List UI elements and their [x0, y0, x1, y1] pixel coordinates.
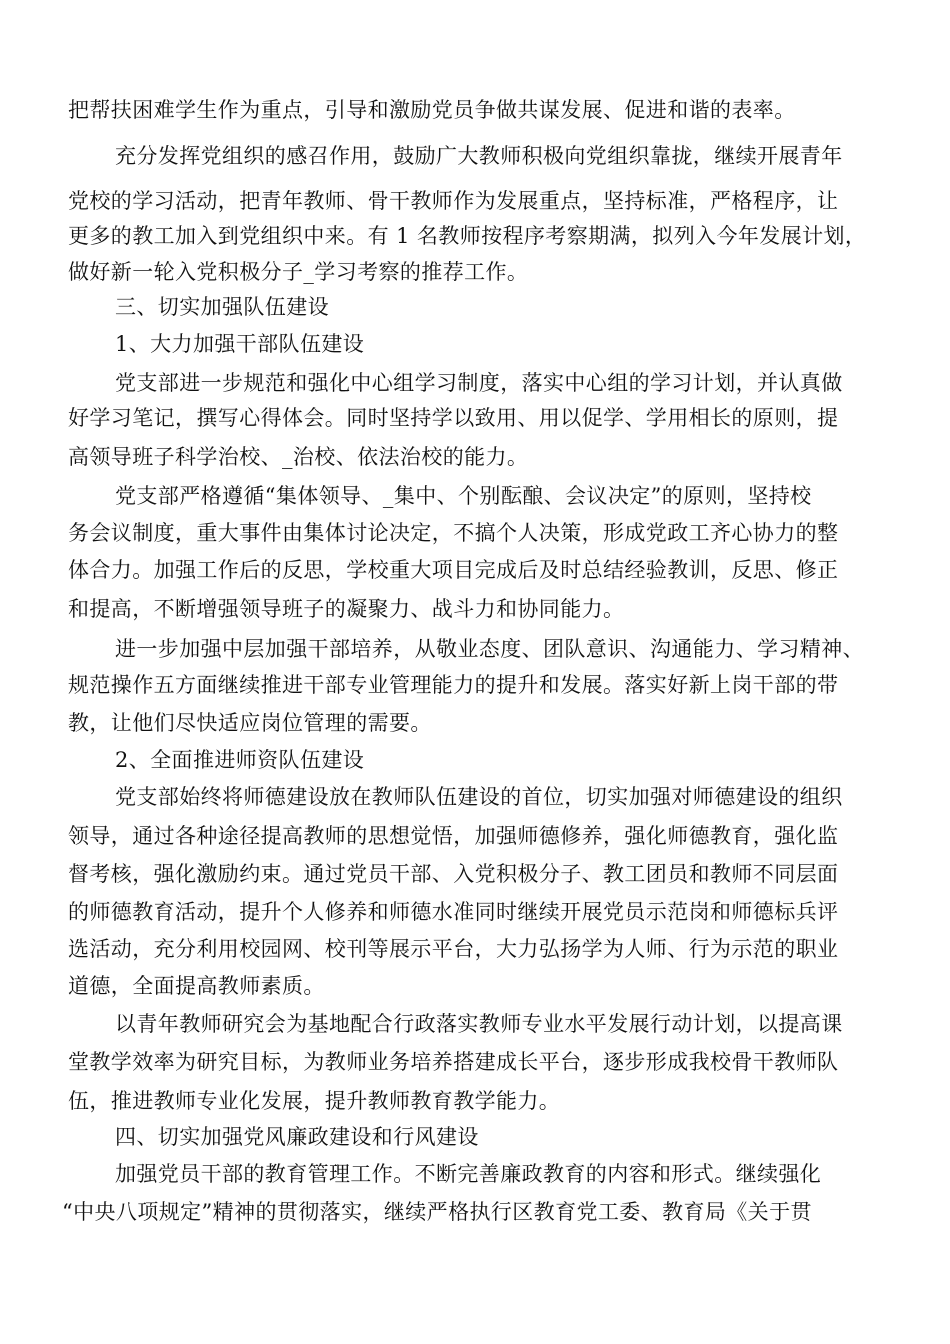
section-heading: 三、切实加强队伍建设	[115, 295, 329, 319]
text-line: 好学习笔记，撰写心得体会。同时坚持学以致用、用以促学、学用相长的原则，提	[68, 406, 839, 430]
paragraph-first-line: 充分发挥党组织的感召作用，鼓励广大教师积极向党组织靠拢，继续开展青年	[115, 144, 843, 168]
paragraph-first-line: 加强党员干部的教育管理工作。不断完善廉政教育的内容和形式。继续强化	[115, 1162, 822, 1186]
text-line: 和提高，不断增强领导班子的凝聚力、战斗力和协同能力。	[68, 597, 625, 621]
paragraph-first-line: 党支部进一步规范和强化中心组学习制度，落实中心组的学习计划，并认真做	[115, 371, 843, 395]
text-line: 高领导班子科学治校、_治校、依法治校的能力。	[68, 445, 529, 469]
text-line: 道德，全面提高教师素质。	[68, 974, 325, 998]
text-line: 规范操作五方面继续推进干部专业管理能力的提升和发展。落实好新上岗干部的带	[68, 673, 839, 697]
text-line: 领导，通过各种途径提高教师的思想觉悟，加强师德修养，强化师德教育，强化监	[68, 824, 839, 848]
subsection-heading: 1、大力加强干部队伍建设	[115, 332, 365, 356]
paragraph-first-line: 党支部严格遵循“集体领导、_集中、个别酝酿、会议决定”的原则，坚持校	[115, 484, 812, 508]
text-line: 督考核，强化激励约束。通过党员干部、入党积极分子、教工团员和教师不同层面	[68, 862, 839, 886]
text-line: 伍，推进教师专业化发展，提升教师教育教学能力。	[68, 1089, 561, 1113]
text-line: 选活动，充分利用校园网、校刊等展示平台，大力弘扬学为人师、行为示范的职业	[68, 937, 839, 961]
paragraph-first-line: 党支部始终将师德建设放在教师队伍建设的首位，切实加强对师德建设的组织	[115, 785, 843, 809]
text-line: 做好新一轮入党积极分子_学习考察的推荐工作。	[68, 260, 529, 284]
text-line: 党校的学习活动，把青年教师、骨干教师作为发展重点，坚持标准，严格程序，让	[68, 189, 839, 213]
text-line: 堂教学效率为研究目标，为教师业务培养搭建成长平台，逐步形成我校骨干教师队	[68, 1050, 839, 1074]
text-line: 把帮扶困难学生作为重点，引导和激励党员争做共谋发展、促进和谐的表率。	[68, 98, 796, 122]
text-line: 务会议制度，重大事件由集体讨论决定，不搞个人决策，形成党政工齐心协力的整	[68, 521, 839, 545]
subsection-heading: 2、全面推进师资队伍建设	[115, 748, 365, 772]
paragraph-first-line: 进一步加强中层加强干部培养，从敬业态度、团队意识、沟通能力、学习精神、	[115, 637, 864, 661]
text-line: 更多的教工加入到党组织中来。有 1 名教师按程序考察期满，拟列入今年发展计划，	[68, 224, 867, 248]
text-line: “中央八项规定”精神的贯彻落实，继续严格执行区教育党工委、教育局《关于贯	[62, 1200, 812, 1224]
section-heading: 四、切实加强党风廉政建设和行风建设	[115, 1125, 479, 1149]
text-line: 教，让他们尽快适应岗位管理的需要。	[68, 711, 432, 735]
text-line: 体合力。加强工作后的反思，学校重大项目完成后及时总结经验教训，反思、修正	[68, 558, 839, 582]
paragraph-first-line: 以青年教师研究会为基地配合行政落实教师专业水平发展行动计划，以提高课	[115, 1012, 843, 1036]
text-line: 的师德教育活动，提升个人修养和师德水准同时继续开展党员示范岗和师德标兵评	[68, 900, 839, 924]
